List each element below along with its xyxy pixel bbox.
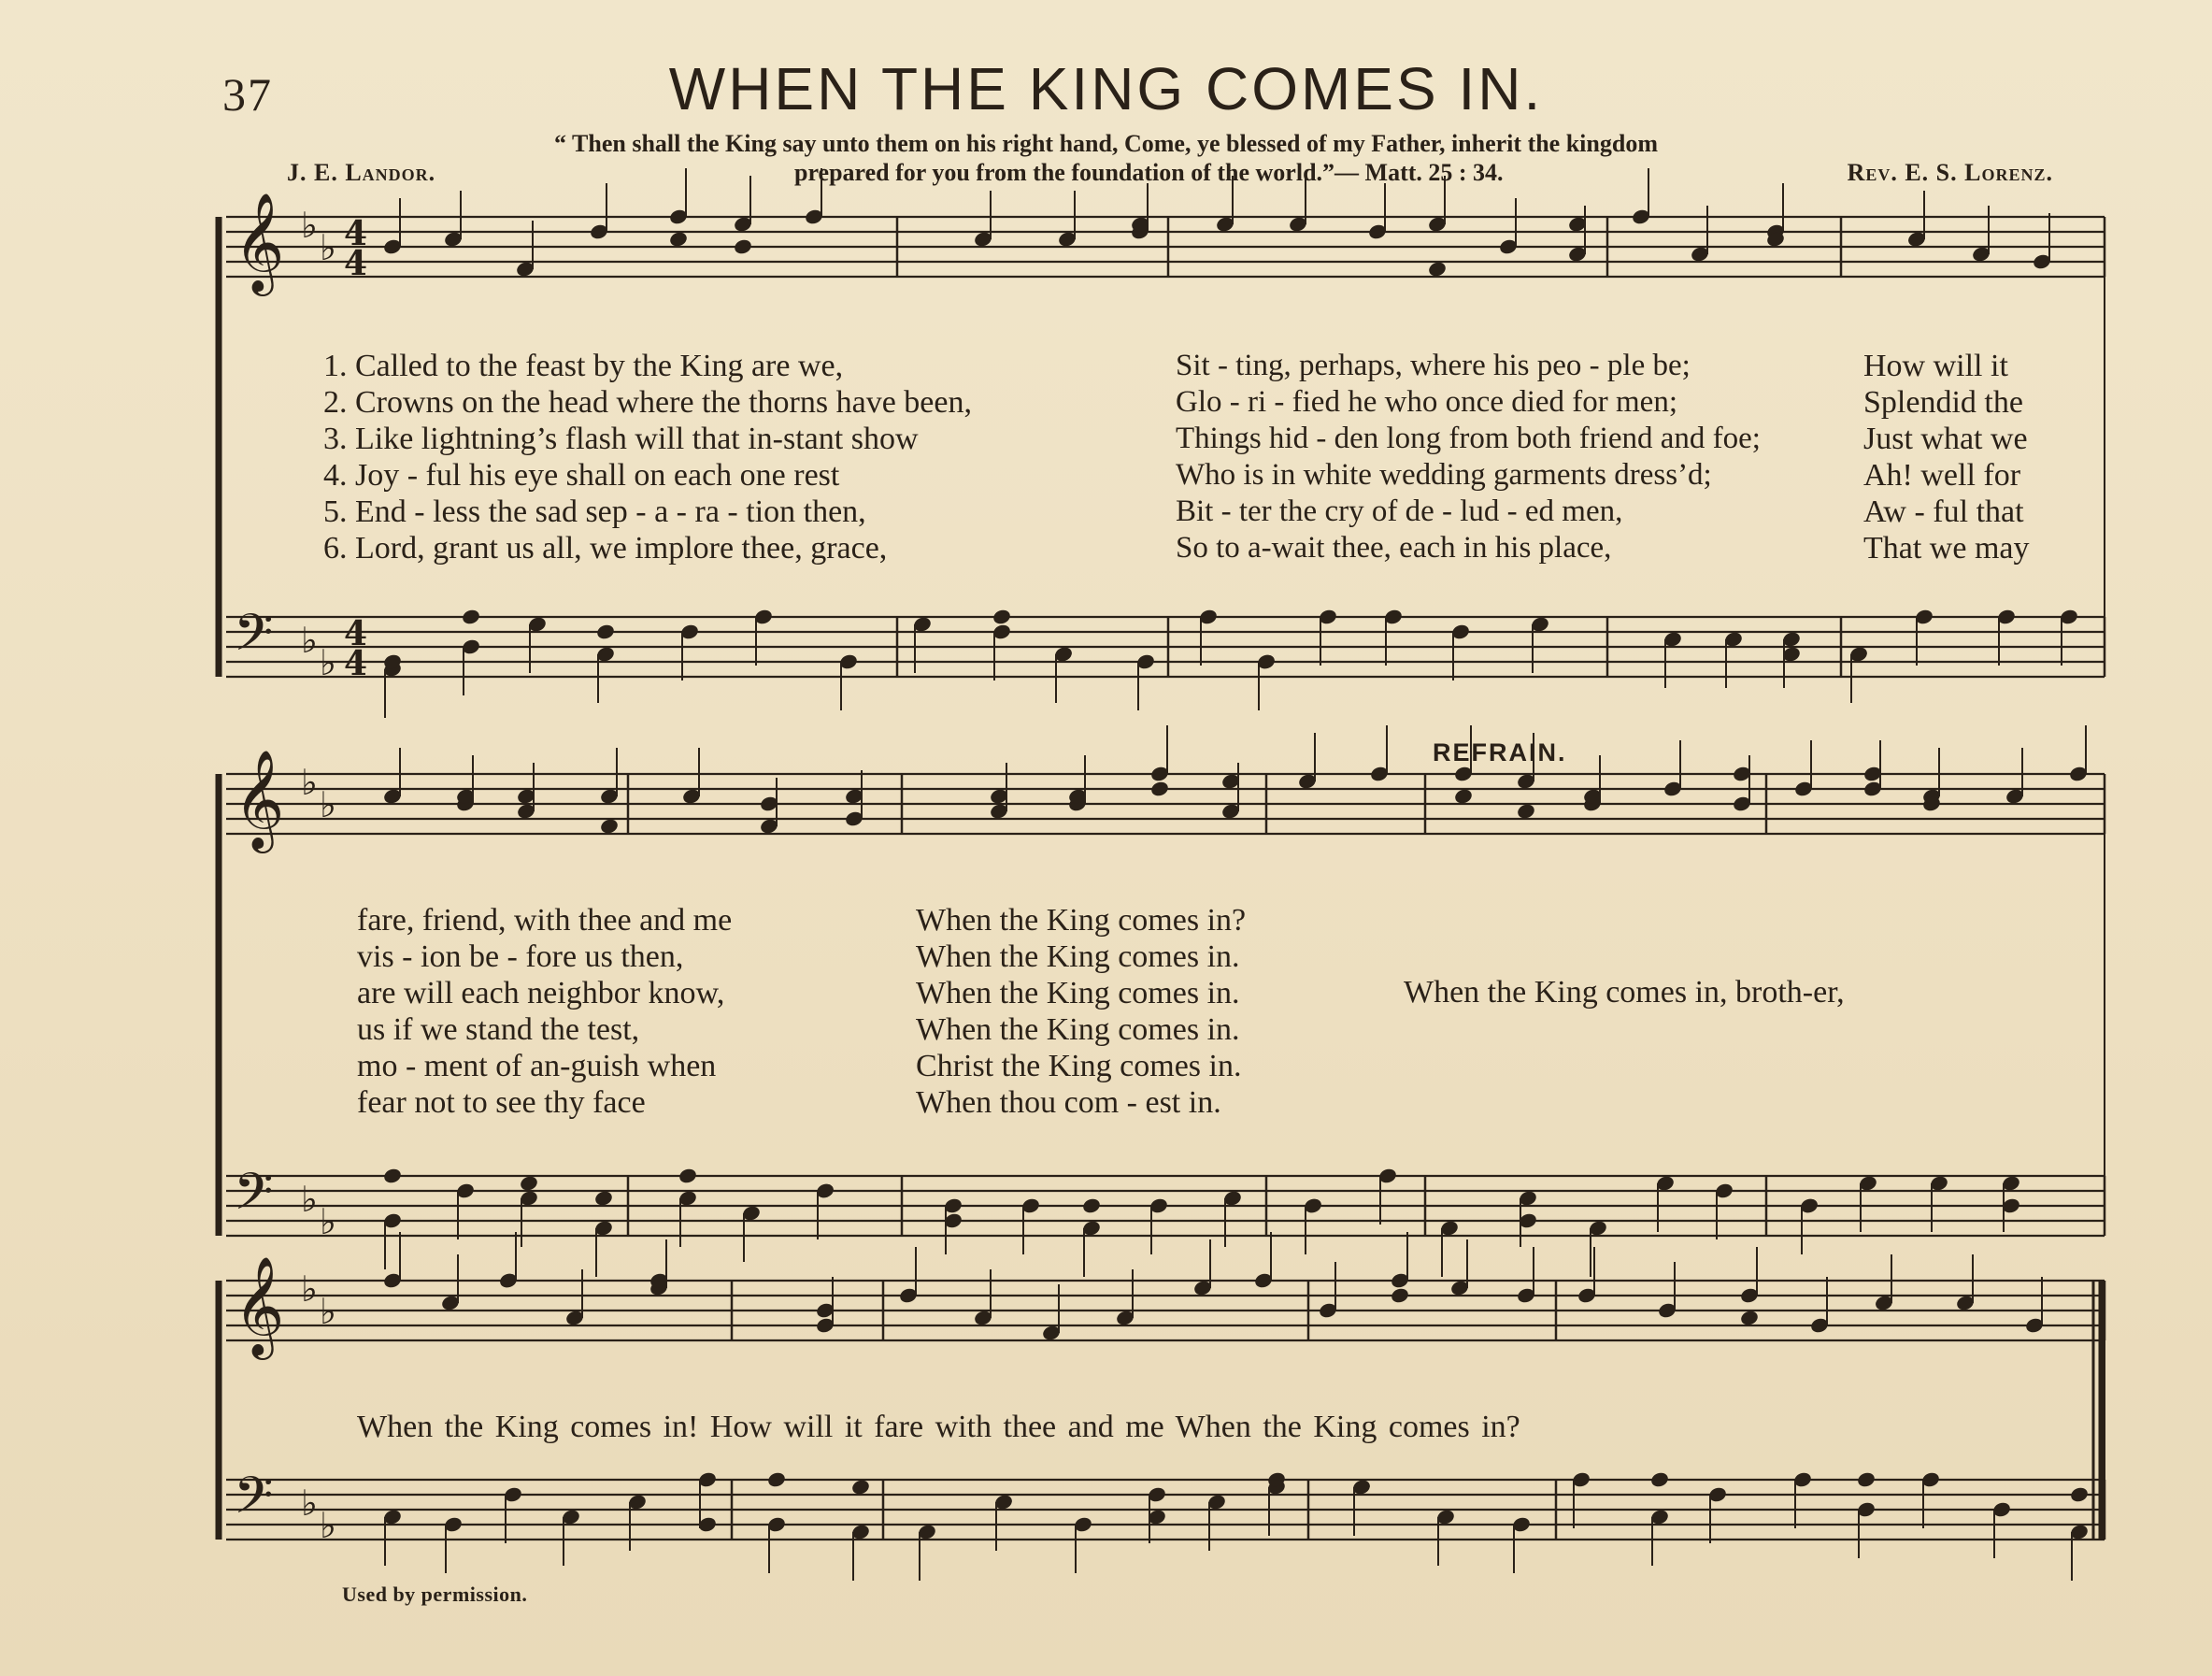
- verse-line: When the King comes in.: [916, 939, 1240, 974]
- notehead: [678, 1167, 698, 1184]
- verses-column-5: [916, 902, 1246, 1121]
- notehead: [1081, 1196, 1102, 1214]
- verse-line: Glo - ri - fied he who once died for men;: [1176, 385, 1677, 419]
- bass-clef: 𝄢: [234, 603, 274, 675]
- verses-column-3: [1863, 348, 2030, 566]
- verse-line: 4. Joy - ful his eye shall on each one rest: [323, 458, 840, 493]
- flat-sign: ♭: [301, 205, 318, 246]
- treble-clef: 𝄞: [234, 192, 285, 292]
- verse-line: Splendid the: [1863, 385, 2023, 420]
- time-signature-bottom: 4: [344, 244, 368, 283]
- notehead: [461, 608, 481, 625]
- verse-line: Sit - ting, perhaps, where his peo - ple be;: [1176, 349, 1691, 382]
- verses-column-4: [357, 902, 732, 1121]
- hymn-title: WHEN THE KING COMES IN.: [668, 55, 1544, 122]
- verse-line: 6. Lord, grant us all, we implore thee, grace,: [323, 531, 888, 566]
- flat-sign: ♭: [301, 620, 318, 661]
- verse-line: Things hid - den long from both friend and foe;: [1176, 422, 1761, 455]
- notehead: [2069, 1485, 2090, 1503]
- epigraph-line-2: prepared for you from the foundation of the world.”— Matt. 25 : 34.: [794, 159, 1504, 186]
- bass-clef: 𝄢: [234, 1162, 274, 1234]
- refrain-lyric-line-1: When the King comes in, broth-er,: [1404, 975, 1845, 1010]
- verse-line: Who is in white wedding garments dress’d;: [1176, 458, 1712, 492]
- flat-sign: ♭: [320, 1291, 336, 1332]
- verse-line: Bit - ter the cry of de - lud - ed men,: [1176, 494, 1623, 528]
- notehead: [1649, 1470, 1670, 1488]
- verse-line: Ah! well for: [1863, 458, 2021, 493]
- verse-line: 2. Crowns on the head where the thorns have been,: [323, 385, 972, 420]
- notehead: [668, 230, 689, 248]
- notehead: [1149, 780, 1170, 797]
- page-number: 37: [222, 68, 273, 121]
- flat-sign: ♭: [320, 784, 336, 825]
- flat-sign: ♭: [301, 762, 318, 803]
- flat-sign: ♭: [320, 227, 336, 268]
- author-credit-right: Rev. E. S. Lorenz.: [1847, 159, 2053, 186]
- flat-sign: ♭: [320, 1201, 336, 1242]
- verse-line: fare, friend, with thee and me: [357, 903, 733, 938]
- notehead: [850, 1478, 871, 1496]
- verse-line: So to a-wait thee, each in his place,: [1176, 531, 1612, 565]
- verse-line: 1. Called to the feast by the King are we,: [323, 349, 844, 383]
- treble-clef: 𝄞: [234, 1255, 285, 1355]
- notehead: [593, 1189, 614, 1207]
- notehead: [1739, 1309, 1760, 1326]
- notehead: [599, 817, 620, 835]
- verse-line: How will it: [1863, 349, 2008, 383]
- author-credit-left: J. E. Landor.: [287, 159, 436, 186]
- flat-sign: ♭: [301, 1179, 318, 1220]
- verse-line: When thou com - est in.: [916, 1085, 1221, 1120]
- notehead: [382, 1167, 403, 1184]
- verse-line: vis - ion be - fore us then,: [357, 939, 684, 974]
- refrain-lyric-line-2: When the King comes in! How will it fare with thee and me When the King comes in?: [357, 1410, 1520, 1444]
- verse-line: Just what we: [1863, 422, 2028, 456]
- notehead: [519, 1174, 539, 1192]
- refrain-label: REFRAIN.: [1433, 738, 1567, 766]
- flat-sign: ♭: [320, 1505, 336, 1546]
- verse-line: 5. End - less the sad sep - a - ra - tion then,: [323, 494, 866, 529]
- verse-line: 3. Like lightning’s flash will that in-stant show: [323, 422, 919, 456]
- flat-sign: ♭: [301, 1268, 318, 1310]
- verse-line: Christ the King comes in.: [916, 1049, 1242, 1083]
- notehead: [1427, 260, 1448, 278]
- notehead: [1516, 802, 1536, 820]
- time-signature-top: 4: [344, 214, 368, 253]
- notehead: [992, 608, 1012, 625]
- epigraph-line-1: “ Then shall the King say unto them on his right hand, Come, ye blessed of my Father, inherit the kingdom: [554, 130, 1658, 157]
- bass-clef: 𝄢: [234, 1466, 274, 1538]
- time-signature-top: 4: [344, 614, 368, 653]
- verses-column-1: [323, 348, 972, 566]
- permission-note: Used by permission.: [342, 1583, 528, 1606]
- verse-line: us if we stand the test,: [357, 1012, 640, 1047]
- verse-line: mo - ment of an-guish when: [357, 1049, 717, 1083]
- time-signature-bottom: 4: [344, 644, 368, 683]
- notehead: [1856, 1470, 1877, 1488]
- verses-column-2: [1176, 348, 1761, 566]
- notehead: [595, 623, 616, 640]
- notehead: [733, 237, 753, 255]
- flat-sign: ♭: [301, 1483, 318, 1524]
- flat-sign: ♭: [320, 642, 336, 683]
- verse-line: That we may: [1863, 531, 2030, 566]
- notehead: [1453, 787, 1474, 805]
- verse-line: When the King comes in.: [916, 1012, 1240, 1047]
- verse-line: When the King comes in?: [916, 903, 1247, 938]
- verse-line: fear not to see thy face: [357, 1085, 646, 1120]
- notehead: [766, 1470, 787, 1488]
- notehead: [1390, 1286, 1410, 1304]
- treble-clef: 𝄞: [234, 749, 285, 849]
- verse-line: Aw - ful that: [1863, 494, 2024, 529]
- verse-line: When the King comes in.: [916, 976, 1240, 1010]
- verse-line: are will each neighbor know,: [357, 976, 725, 1010]
